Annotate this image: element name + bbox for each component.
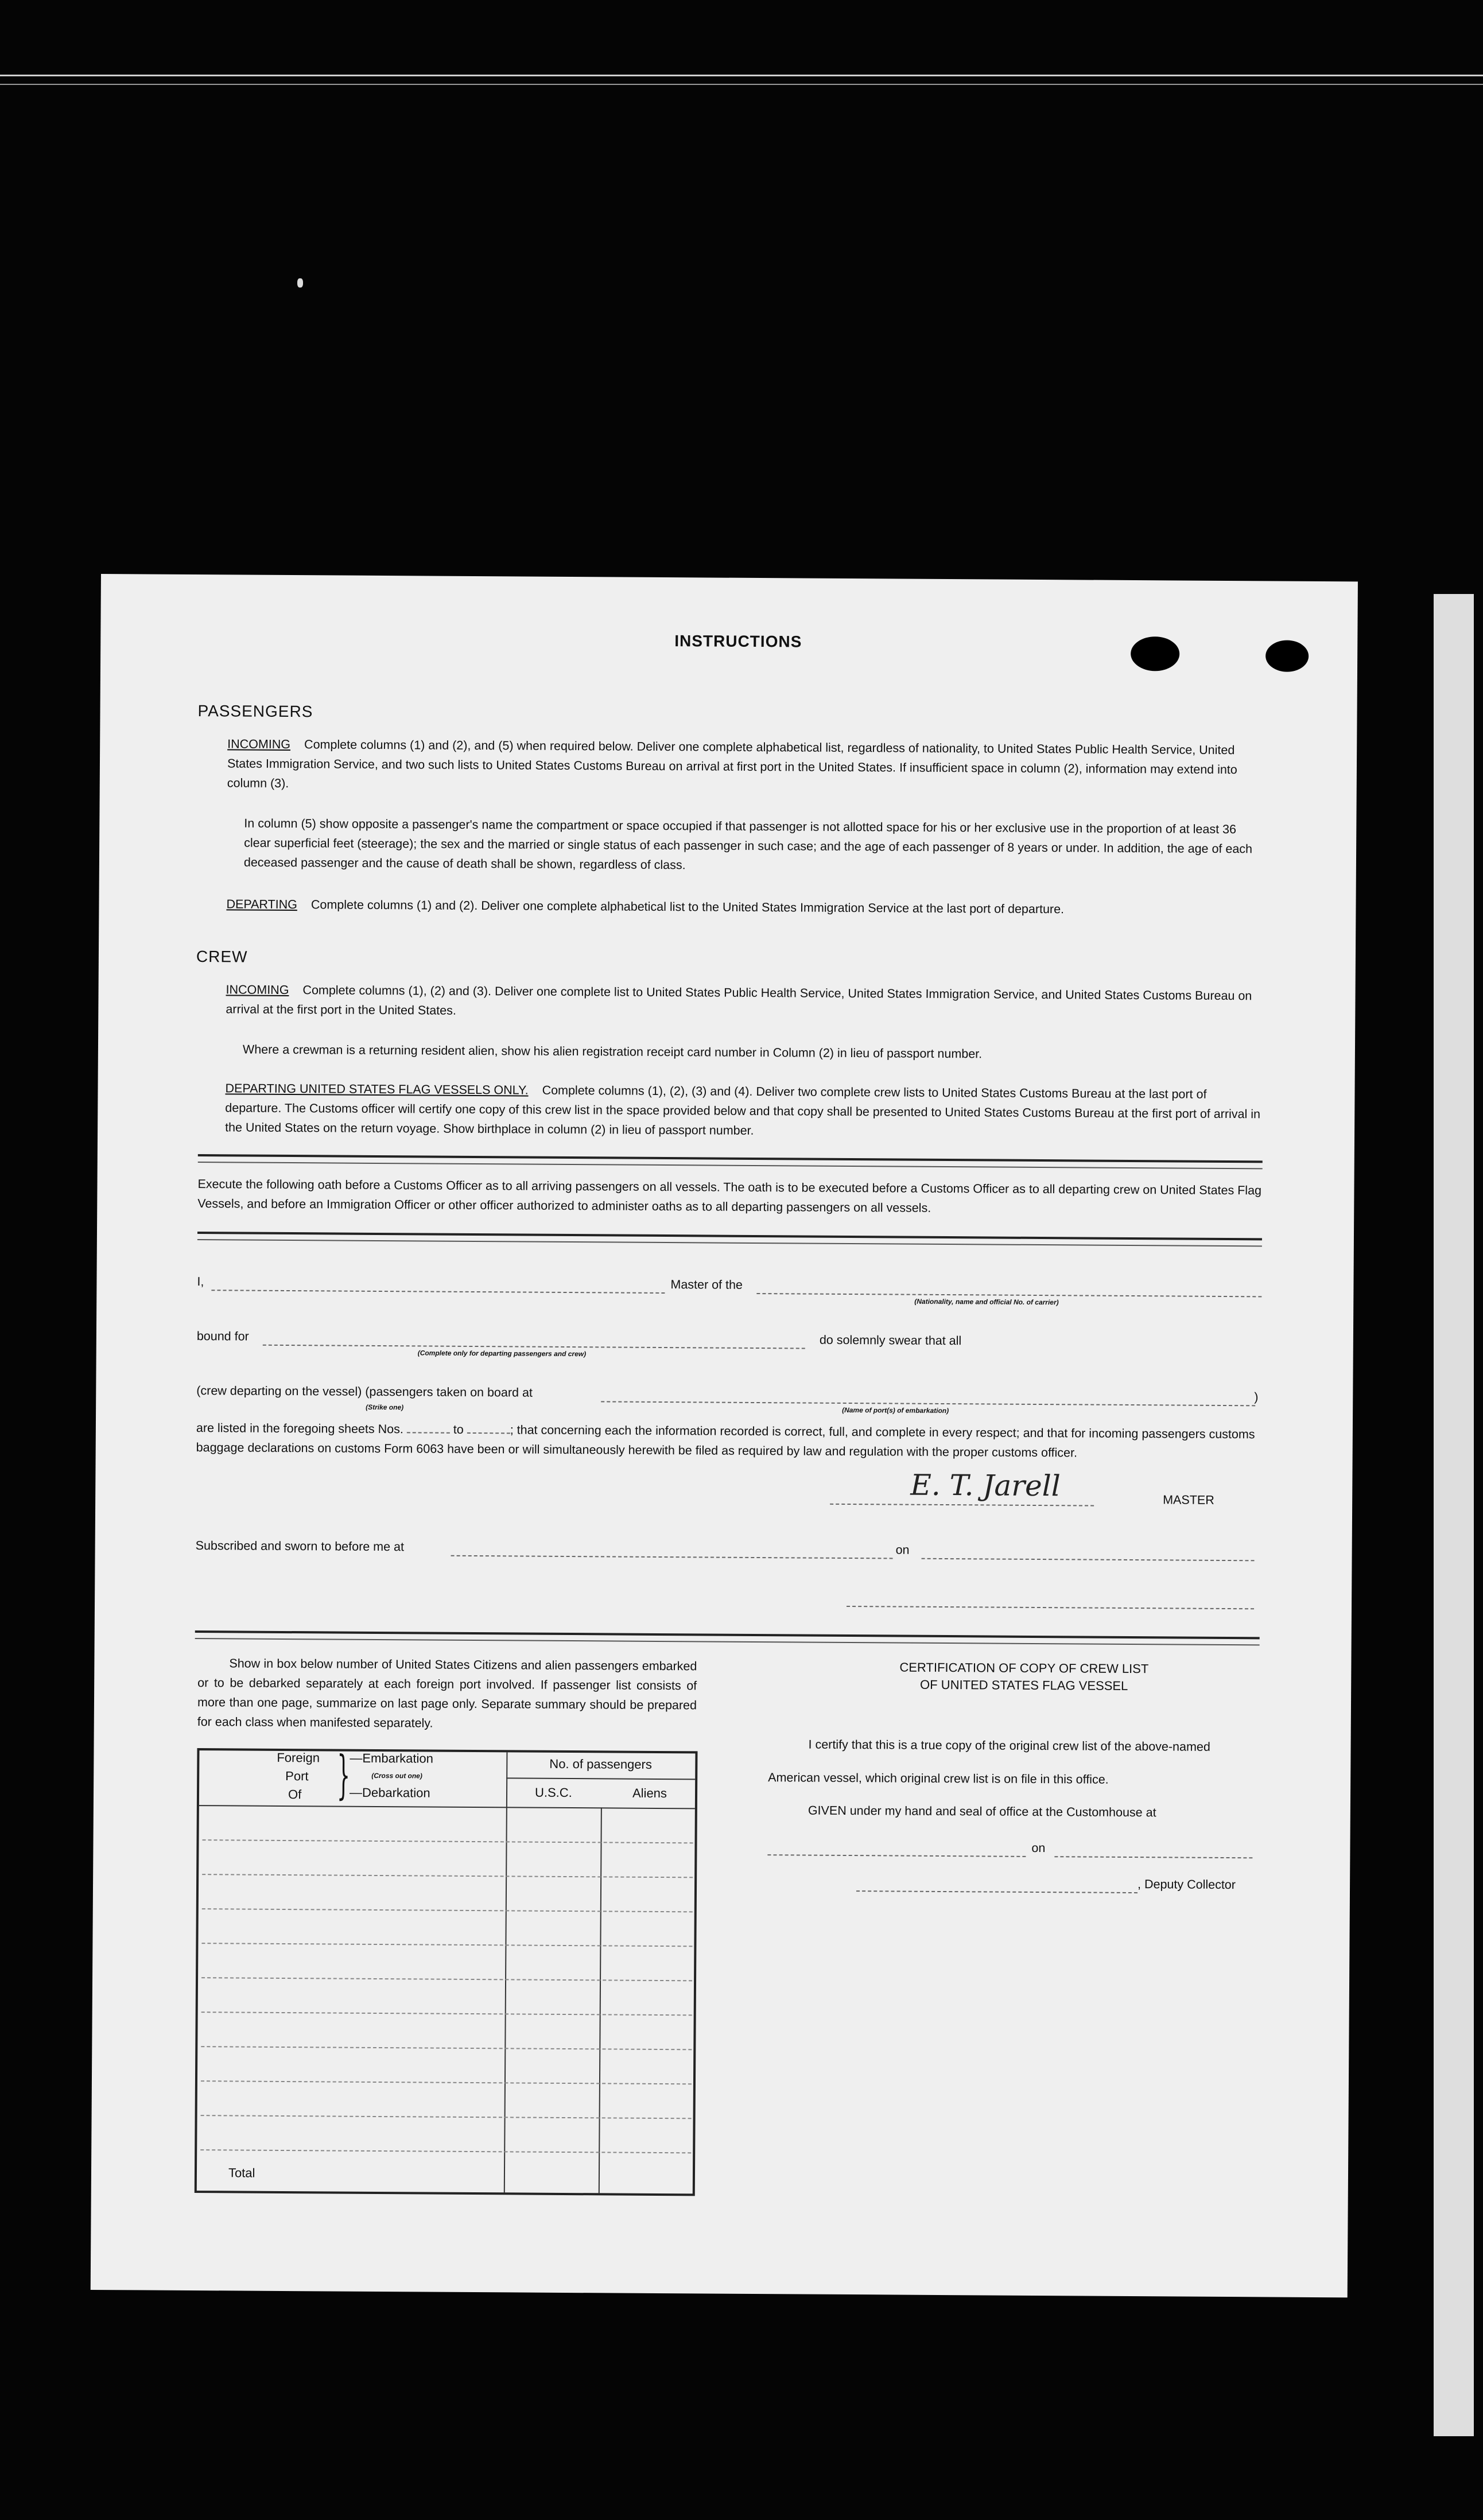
certification-line-3: GIVEN under my hand and seal of office at the Customhouse at: [808, 1803, 1156, 1820]
passengers-departing: [226, 894, 1265, 920]
table-col-line: [599, 1807, 602, 2193]
hole-blot: [1265, 640, 1309, 671]
certification-line-2: American vessel, which original crew list is on file in this office.: [768, 1770, 1109, 1787]
port-caption: (Name of port(s) of embarkation): [842, 1405, 949, 1415]
page-title: INSTRUCTIONS: [674, 632, 802, 651]
crew-resident: Where a crewman is a returning resident alien, show his alien registration receipt card number in Column (2) in lieu of passport number.: [242, 1042, 983, 1061]
crew-incoming-text: Complete columns (1), (2) and (3). Deliver one complete list to United States Public Health Service, United States Immigration Service, and United States Customs Bureau on arrival at the first port in the United States.: [226, 983, 1252, 1018]
sheets-paragraph: [196, 1418, 1261, 1463]
crew-incoming: [226, 980, 1264, 1025]
table-row: [201, 2115, 692, 2119]
summary-instruction: Show in box below number of United States Citizens and alien passengers embarked or to be debarked separately at each foreign port involved. If passenger list consists of more than one page, summarize on last page only. Separate summary should be prepared for each class when manifested separately.: [197, 1656, 697, 1730]
adjacent-page-edge: [1434, 594, 1474, 2436]
sheets-to: to: [453, 1422, 464, 1436]
certification-line-1: I certify that this is a true copy of the original crew list of the above-named: [808, 1737, 1210, 1754]
passengers-incoming: [227, 734, 1267, 799]
scan-border-line: [0, 84, 1483, 85]
divider: [195, 1630, 1260, 1645]
oath-i-label: I,: [197, 1275, 204, 1289]
table-col-line: [504, 1752, 508, 2192]
carrier-field[interactable]: [756, 1293, 1261, 1297]
sheets-prefix: are listed in the foregoing sheets Nos.: [196, 1421, 403, 1436]
strike-caption: (Strike one): [366, 1403, 404, 1412]
certification-title-2: OF UNITED STATES FLAG VESSEL: [919, 1677, 1128, 1693]
table-row: [201, 2080, 692, 2084]
table-header-line: [506, 1777, 695, 1780]
form-sheet: [91, 574, 1358, 2297]
master-label: MASTER: [1163, 1493, 1214, 1507]
bound-for-label: bound for: [196, 1329, 249, 1344]
master-signature: E. T. Jarell: [910, 1468, 1061, 1503]
deputy-signature-field[interactable]: [856, 1890, 1138, 1893]
crew-passengers-text: (crew departing on the vessel) (passengers taken on board at: [196, 1384, 533, 1400]
officer-signature-field[interactable]: [847, 1606, 1254, 1609]
table-row: [201, 2046, 692, 2050]
hole-blot: [1131, 636, 1179, 671]
table-row: [202, 1874, 693, 1878]
table-row: [201, 1943, 692, 1947]
certification-title-1: CERTIFICATION OF COPY OF CREW LIST: [899, 1660, 1149, 1676]
no-passengers-header: No. of passengers: [549, 1756, 652, 1772]
usc-header: U.S.C.: [534, 1785, 572, 1800]
bound-for-field[interactable]: [263, 1345, 805, 1349]
crew-departing-label: DEPARTING UNITED STATES FLAG VESSELS ONLY.: [225, 1081, 529, 1097]
debarkation-label: —Debarkation: [349, 1785, 430, 1800]
deputy-collector-label: , Deputy Collector: [1138, 1877, 1236, 1892]
passengers-column5: In column (5) show opposite a passenger's name the compartment or space occupied if that passenger is not allotted space for his or her exclusive use in the proportion of at least 36 clear superficial feet (steerage); the sex and the married or single status of each passenger in such case; and the age of each passenger of 8 years or under. In addition, the age of each deceased passenger and the cause of death shall be shown, regardless of class.: [243, 816, 1253, 872]
summary-table: [195, 1745, 698, 2196]
brace-glyph: }: [336, 1745, 351, 1805]
crew-departing: [225, 1078, 1264, 1143]
table-row: [203, 1839, 693, 1843]
departing-text: Complete columns (1) and (2). Deliver one complete alphabetical list to the United States Immigration Service at the last port of departure.: [310, 898, 1065, 917]
total-label: Total: [228, 2165, 255, 2180]
table-header-line: [199, 1805, 695, 1809]
crew-departing-text: Complete columns (1), (2), (3) and (4). Deliver two complete crew lists to United States Customs Bureau at the last port of departure. The Customs officer will certify one copy of this crew list in the space provided below and that copy shall be presented to United States Customs Bureau at the first port of arrival in the United States on the return voyage. Show birthplace in column (2) in lieu of passport number.: [225, 1083, 1261, 1137]
table-row: [201, 1977, 692, 1981]
crew-incoming-label: INCOMING: [226, 983, 289, 997]
certification-on-label: on: [1031, 1841, 1046, 1855]
sheets-suffix: ; that concerning each the information recorded is correct, full, and complete in every respect; and that for incoming passengers customs baggage declarations on customs Form 6063 have been or will simultaneously herewith be filed as required by law and regulation with the proper customs officer.: [196, 1423, 1255, 1460]
bound-caption: (Complete only for departing passengers and crew): [417, 1349, 587, 1358]
passengers-heading: PASSENGERS: [197, 702, 313, 721]
subscribed-label: Subscribed and sworn to before me at: [195, 1539, 405, 1554]
subscribed-place-field[interactable]: [451, 1555, 893, 1559]
oath-instruction: Execute the following oath before a Customs Officer as to all arriving passengers on all vessels. The oath is to be executed before a Customs Officer as to all departing crew on United States Flag Vessels, and before an Immigration Officer or other officer authorized to administer oaths as to all departing passengers on all vessels.: [197, 1177, 1262, 1215]
close-paren: ): [1254, 1390, 1259, 1404]
master-name-field[interactable]: [211, 1290, 665, 1294]
nationality-caption: (Nationality, name and official No. of carrier): [914, 1297, 1059, 1307]
scan-speck: [297, 278, 303, 288]
certification-date-field[interactable]: [1054, 1856, 1252, 1858]
crew-heading: CREW: [196, 948, 248, 966]
master-signature-line: [830, 1504, 1094, 1506]
incoming-text: Complete columns (1) and (2), and (5) when required below. Deliver one complete alphabetical list, regardless of nationality, to United States Public Health Service, United States Immigration Service, and two such lists to United States Customs Bureau on arrival at first port in the United States. If insufficient space in column (2), information may extend into column (3).: [227, 737, 1237, 791]
cross-out-caption: (Cross out one): [371, 1771, 422, 1780]
table-row: [200, 2149, 691, 2153]
aliens-header: Aliens: [632, 1785, 667, 1801]
departing-label: DEPARTING: [226, 897, 298, 912]
divider: [198, 1154, 1263, 1169]
sheet-from-field[interactable]: [407, 1424, 450, 1433]
port-embarkation-field[interactable]: [601, 1401, 1255, 1406]
divider: [197, 1232, 1262, 1247]
subscribed-date-field[interactable]: [922, 1558, 1255, 1562]
table-row: [202, 1908, 693, 1912]
subscribed-on-label: on: [895, 1543, 910, 1557]
incoming-label: INCOMING: [227, 737, 291, 752]
table-row: [201, 2012, 692, 2016]
foreign-label: Foreign: [277, 1750, 320, 1765]
of-label: Of: [288, 1787, 302, 1802]
scan-border-line: [0, 75, 1483, 76]
master-of-label: Master of the: [670, 1278, 743, 1292]
swear-text: do solemnly swear that all: [819, 1333, 962, 1348]
port-label: Port: [285, 1769, 309, 1784]
embarkation-label: —Embarkation: [350, 1750, 433, 1766]
sheet-to-field[interactable]: [467, 1424, 510, 1434]
customhouse-field[interactable]: [767, 1854, 1026, 1857]
